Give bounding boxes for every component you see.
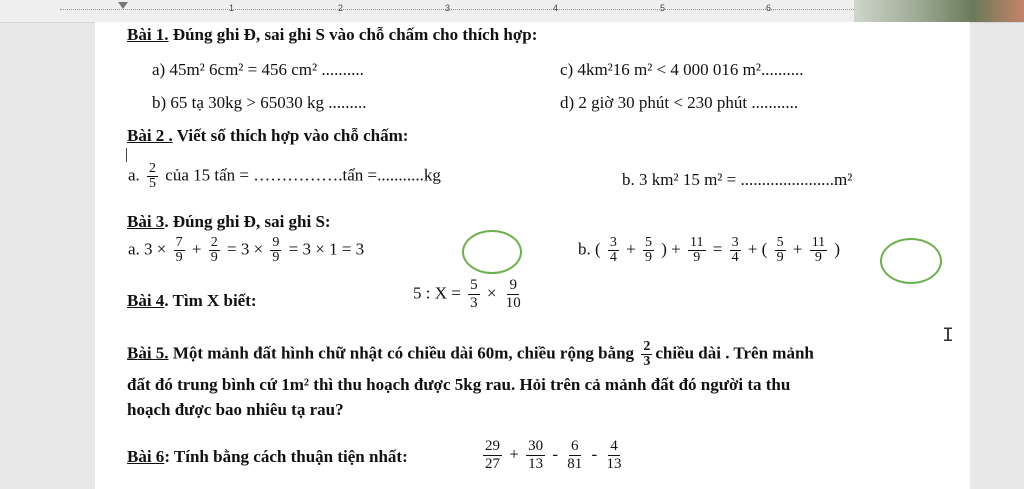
bai6-text: : Tính bằng cách thuận tiện nhất: <box>164 447 408 466</box>
bai2-a-text: của 15 tấn = …………….tấn =...........kg <box>161 165 441 185</box>
bai2-text: Viết số thích hợp vào chỗ chấm: <box>172 126 409 145</box>
bai6-heading <box>127 447 408 467</box>
answer-circle-b[interactable] <box>880 238 942 284</box>
ruler-number: 1 <box>229 3 235 13</box>
bai3-item-a: a. 3 × $\frac{7}{9}$ + $\frac{2}{9}$ = 3 × $\frac{9}{9}$ = 3 × 1 = 3 <box>128 235 365 265</box>
ruler-number: 3 <box>445 3 451 13</box>
bai1-text: Đúng ghi Đ, sai ghi S vào chỗ chấm cho thích hợp: <box>168 25 538 44</box>
bai4-title: Bài 4 <box>127 291 165 310</box>
bai1-heading <box>127 25 537 45</box>
i-beam-cursor-icon: I <box>942 325 955 348</box>
bai5-line-1: Bài 5. Một mảnh đất hình chữ nhật có chiều dài 60m, chiều rộng bằng $\frac{2}{3}$ chiều dài . Trên mảnh <box>127 339 814 369</box>
ruler-number: 4 <box>553 3 559 13</box>
ruler-number: 2 <box>338 3 344 13</box>
background-photo <box>854 0 1024 22</box>
bai1-title: Bài 1. <box>127 25 169 44</box>
bai4-heading <box>127 291 257 311</box>
bai2-title: Bài 2 . <box>127 126 173 145</box>
bai1-item-c: c) 4km²16 m² < 4 000 016 m².......... <box>560 60 804 79</box>
bai5-title: Bài 5. <box>127 343 169 363</box>
bai1-item-d: d) 2 giờ 30 phút < 230 phút ........... <box>560 93 799 112</box>
ruler-ticks <box>60 9 884 14</box>
ruler-number: 5 <box>660 3 666 13</box>
text-cursor-bar <box>126 148 127 162</box>
bai6-expression: $\frac{29}{27}$ + $\frac{30}{13}$ - $\frac{6}{81}$ - $\frac{4}{13}$ <box>485 438 622 472</box>
bai5-line-2: đất đó trung bình cứ 1m² thì thu hoạch được 5kg rau. Hỏi trên cả mảnh đất đó người ta thu <box>127 375 791 394</box>
indent-marker[interactable] <box>118 2 128 9</box>
bai1-item-b: b) 65 tạ 30kg > 65030 kg ......... <box>152 93 367 112</box>
fraction: $\frac{2}{5}$ <box>149 161 157 191</box>
bai3-text: . Đúng ghi Đ, sai ghi S: <box>164 212 331 231</box>
bai5-line-3: hoạch được bao nhiêu tạ rau? <box>127 400 344 419</box>
bai4-text: . Tìm X biết: <box>164 291 257 310</box>
bai2-heading <box>127 126 408 146</box>
ruler-number: 6 <box>766 3 772 13</box>
ruler[interactable] <box>0 0 1024 23</box>
bai6-title: Bài 6 <box>127 447 165 466</box>
bai3-title: Bài 3 <box>127 212 165 231</box>
bai1-item-a: a) 45m² 6cm² = 456 cm² .......... <box>152 60 364 79</box>
bai2-item-a <box>128 162 441 191</box>
bai4-equation: 5 : X = $\frac{5}{3}$ × $\frac{9}{10}$ <box>413 277 521 311</box>
answer-circle-a[interactable] <box>462 230 522 274</box>
bai3-item-b: b. ( $\frac{3}{4}$ + $\frac{5}{9}$ ) + $\frac{11}{9}$ = $\frac{3}{4}$ + ( $\frac{5}{9}$ + $\frac{11}{9}$ ) <box>578 235 841 265</box>
bai2-item-b: b. 3 km² 15 m² = ......................m² <box>622 170 853 189</box>
bai3-heading <box>127 212 331 232</box>
bai2-a-label: a. <box>128 165 140 185</box>
